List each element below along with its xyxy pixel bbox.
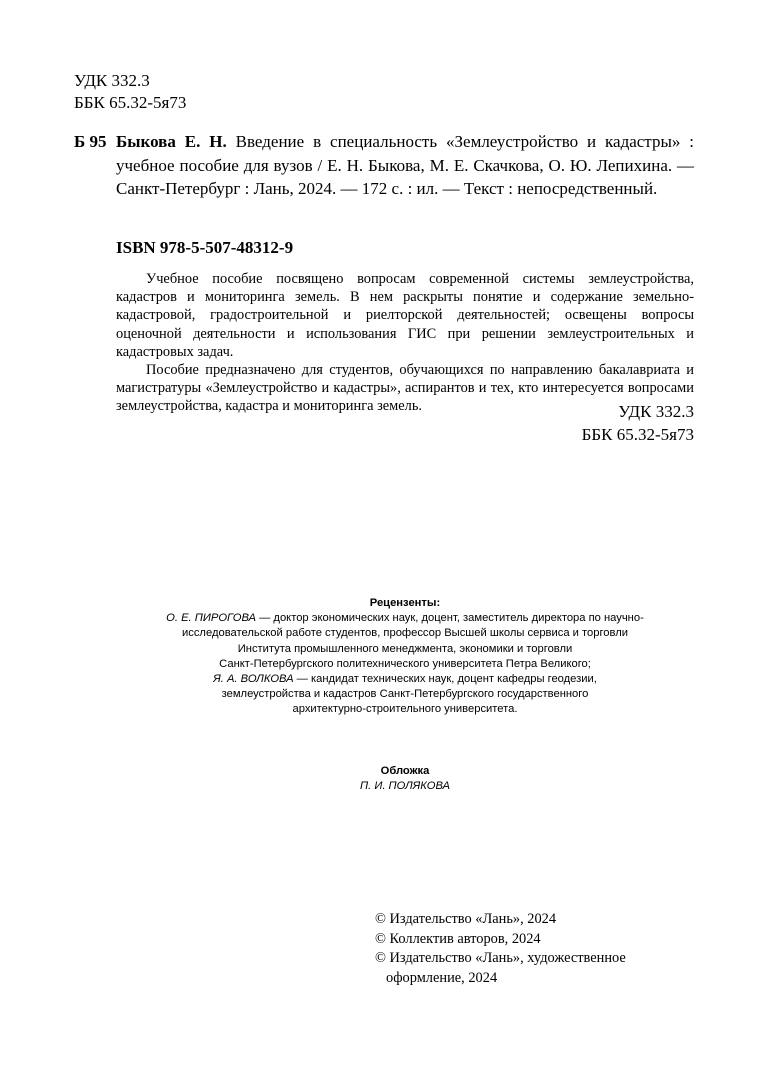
reviewer-text: — доктор экономических наук, доцент, заместитель директора по научно- bbox=[256, 612, 644, 625]
isbn: ISBN 978-5-507-48312-9 bbox=[116, 238, 294, 257]
author-name: Быкова Е. Н. bbox=[116, 132, 227, 151]
reviewer-line: архитектурно-строительного университета. bbox=[292, 703, 518, 716]
bbk-code: ББК 65.32-5я73 bbox=[74, 93, 187, 112]
reviewer-line bbox=[116, 611, 694, 626]
udk-code: УДК 332.3 bbox=[74, 71, 150, 90]
classification-top bbox=[74, 70, 186, 114]
reviewers-heading: Рецензенты: bbox=[369, 597, 441, 609]
copyright-block bbox=[375, 910, 626, 988]
cover-designer: П. И. ПОЛЯКОВА bbox=[360, 780, 450, 793]
bibliographic-reference bbox=[116, 130, 694, 201]
cover-credit bbox=[116, 764, 694, 794]
reviewers-block bbox=[116, 596, 694, 718]
classification-bottom bbox=[582, 400, 694, 446]
reviewer-line: землеустройства и кадастров Санкт-Петербургского государственного bbox=[221, 688, 589, 701]
copyright-line: оформление, 2024 bbox=[386, 969, 498, 986]
reviewer-name: Я. А. ВОЛКОВА bbox=[213, 673, 294, 686]
reviewer-line: Санкт-Петербургского политехнического университета Петра Великого; bbox=[219, 657, 591, 670]
reviewer-line: Института промышленного менеджмента, экономики и торговли bbox=[237, 642, 573, 655]
reviewer-line: исследовательской работе студентов, профессор Высшей школы сервиса и торговли bbox=[182, 627, 628, 640]
reviewer-line bbox=[116, 672, 694, 687]
bbk-code: ББК 65.32-5я73 bbox=[581, 425, 694, 444]
reviewer-name: О. Е. ПИРОГОВА bbox=[166, 612, 257, 625]
author-mark: Б 95 bbox=[74, 132, 107, 151]
reference-text: Введение в специальность «Землеустройство и кадастры» : учебное пособие для вузов / Е. Н. Быкова, М. Е. Скачкова, О. Ю. Лепихина. — Санкт-Петербург : Лань, 2024. — 172 с. : ил. — Текст : непосредственный. bbox=[116, 132, 695, 198]
copyright-line: © Издательство «Лань», художественное bbox=[375, 950, 626, 966]
abstract-paragraph: Пособие предназначено для студентов, обучающихся по направлению бакалавриата и магистратуры «Землеустройство и кадастры», аспирантов и тех, кто интересуется вопросами землеустройства, кадастра и мониторинга земель. bbox=[116, 362, 694, 415]
abstract bbox=[116, 270, 694, 416]
udk-code: УДК 332.3 bbox=[618, 402, 694, 421]
cover-heading: Обложка bbox=[380, 765, 430, 777]
abstract-paragraph: Учебное пособие посвящено вопросам современной системы землеустройства, кадастров и мониторинга земель. В нем раскрыты понятие и содержание земельно-кадастровой, градостроительной и риелторской деятельностей; освещены вопросы оценочной деятельности и использования ГИС при решении землеустроительных и кадастровых задач. bbox=[116, 271, 694, 360]
copyright-line: © Коллектив авторов, 2024 bbox=[375, 930, 541, 947]
bibliographic-entry bbox=[74, 130, 694, 201]
copyright-line: © Издательство «Лань», 2024 bbox=[375, 911, 557, 927]
reviewer-text: — кандидат технических наук, доцент кафедры геодезии, bbox=[293, 673, 597, 686]
